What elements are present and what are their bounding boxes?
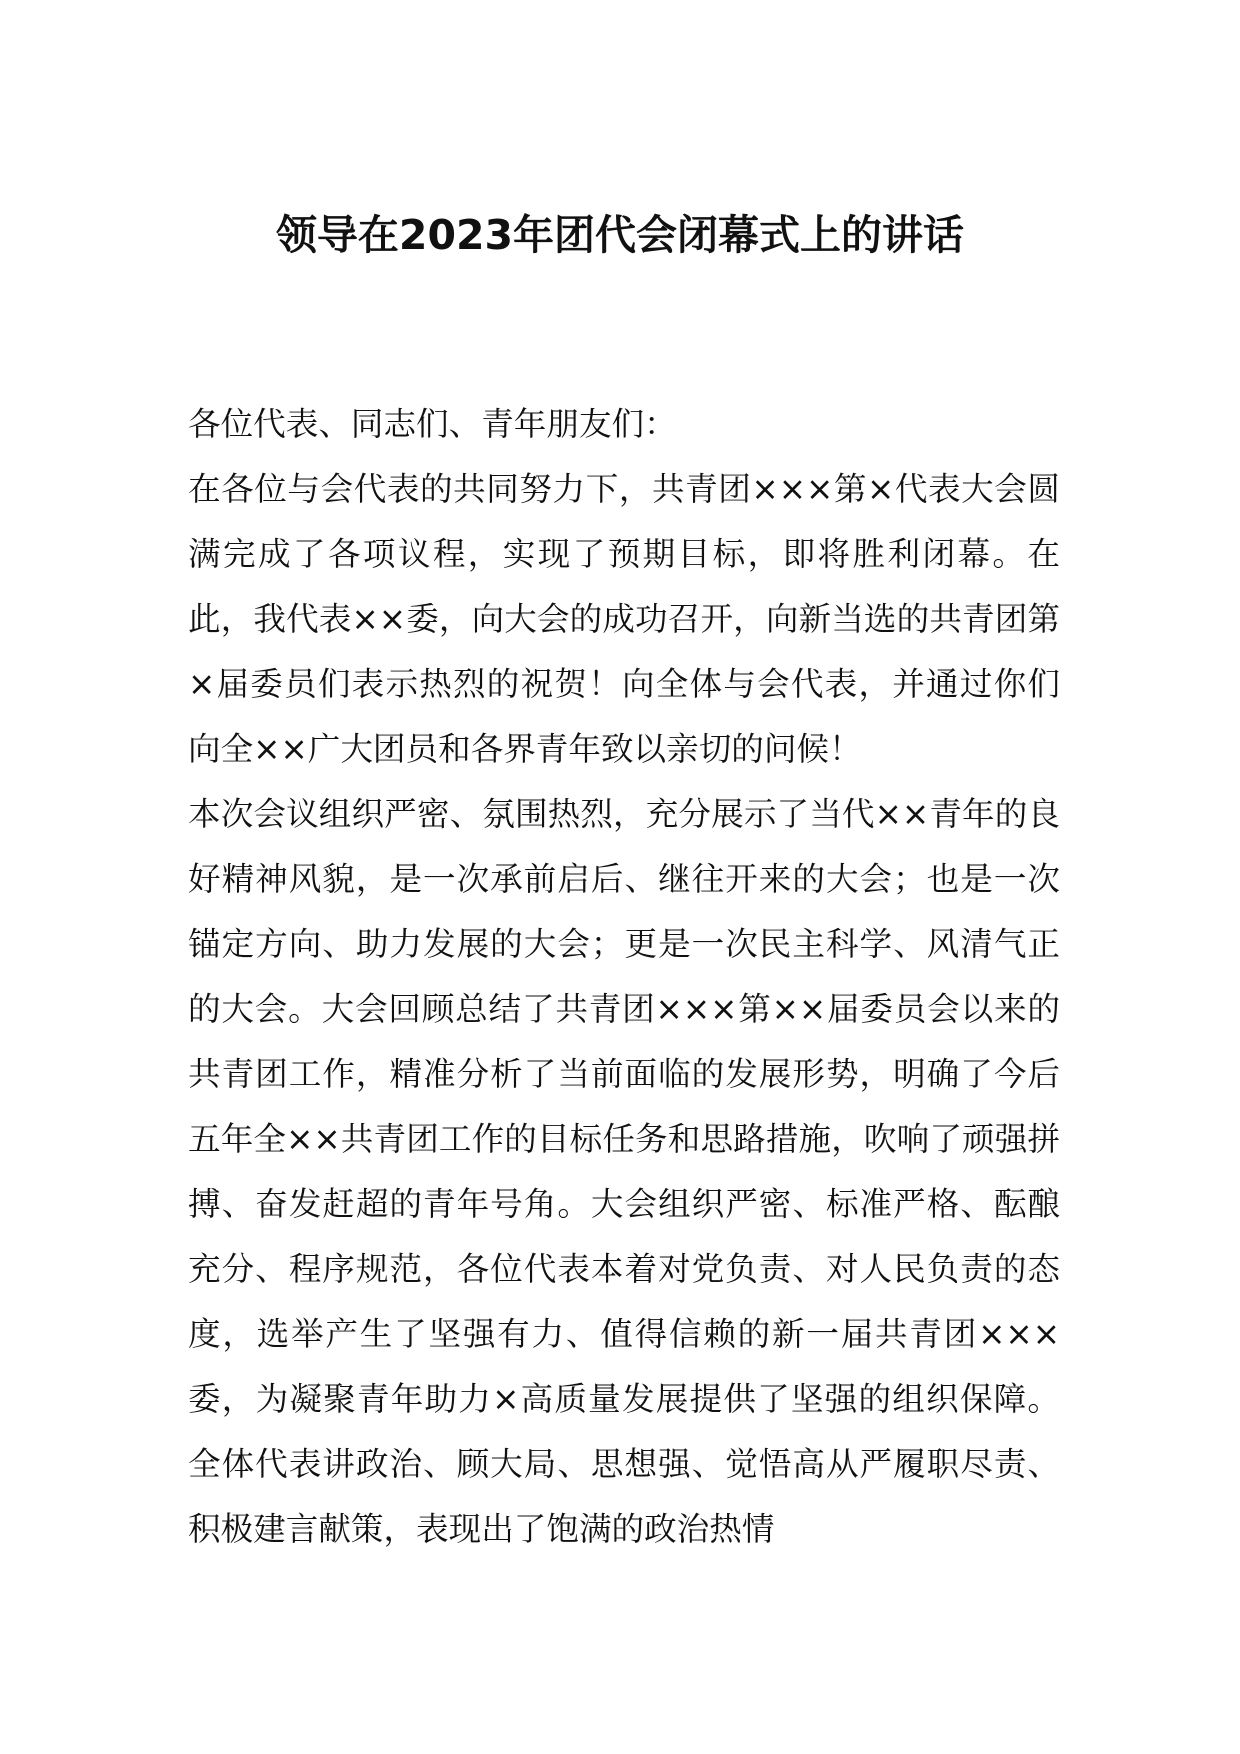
body-paragraph: 在各位与会代表的共同努力下，共青团×××第×代表大会圆满完成了各项议程，实现了预期目标，即将胜利闭幕。在此，我代表××委，向大会的成功召开，向新当选的共青团第×届委员们表示热烈的祝贺！向全体与会代表，并通过你们向全××广大团员和各界青年致以亲切的问候！	[188, 470, 1060, 768]
document-body	[188, 392, 1060, 1562]
document-title: 领导在2023年团代会闭幕式上的讲话	[275, 211, 965, 259]
salutation-paragraph: 各位代表、同志们、青年朋友们：	[188, 405, 677, 443]
body-paragraph: 本次会议组织严密、氛围热烈，充分展示了当代××青年的良好精神风貌，是一次承前启后、继往开来的大会；也是一次锚定方向、助力发展的大会；更是一次民主科学、风清气正的大会。大会回顾总结了共青团×××第××届委员会以来的共青团工作，精准分析了当前面临的发展形势，明确了今后五年全××共青团工作的目标任务和思路措施，吹响了顽强拼搏、奋发赶超的青年号角。大会组织严密、标准严格、酝酿充分、程序规范，各位代表本着对党负责、对人民负责的态度，选举产生了坚强有力、值得信赖的新一届共青团×××委，为凝聚青年助力×高质量发展提供了坚强的组织保障。全体代表讲政治、顾大局、思想强、觉悟高从严履职尽责、积极建言献策，表现出了饱满的政治热情	[188, 795, 1060, 1548]
